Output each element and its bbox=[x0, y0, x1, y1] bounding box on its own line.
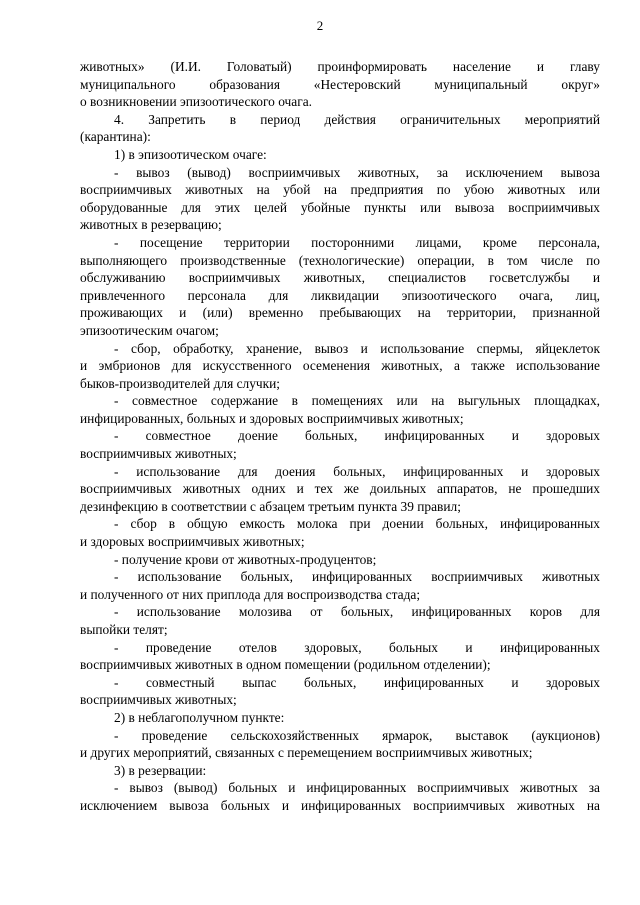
text-line: восприимчивых животных одних и тех же доильных аппаратов, не прошедших bbox=[80, 481, 600, 497]
text-line: - использование больных, инфицированных восприимчивых животных bbox=[114, 569, 600, 585]
text-line: привлеченного персонала для ликвидации эпизоотического очага, лиц, bbox=[80, 287, 600, 303]
text-line: восприимчивых животных; bbox=[80, 692, 237, 708]
text-line: - совместное содержание в помещениях или на выгульных площадках, bbox=[114, 393, 600, 409]
text-line: и других мероприятий, связанных с перемещением восприимчивых животных; bbox=[80, 745, 533, 761]
text-line: инфицированных, больных и здоровых восприимчивых животных; bbox=[80, 410, 464, 426]
text-line: дезинфекцию в соответствии с абзацем третьим пункта 39 правил; bbox=[80, 498, 461, 514]
text-line: восприимчивых животных в одном помещении (родильном отделении); bbox=[80, 657, 491, 673]
text-line: эпизоотическим очагом; bbox=[80, 322, 219, 338]
text-line: - получение крови от животных-продуцентов; bbox=[114, 551, 377, 567]
text-line: - проведение отелов здоровых, больных и инфицированных bbox=[114, 639, 600, 655]
text-line: - совместный выпас больных, инфицированных и здоровых bbox=[114, 674, 600, 690]
text-line: - проведение сельскохозяйственных ярмарок, выставок (аукционов) bbox=[114, 727, 600, 743]
text-line: 4. Запретить в период действия ограничительных мероприятий bbox=[114, 111, 600, 127]
text-line: 3) в резервации: bbox=[114, 762, 207, 778]
text-line: - вывоз (вывод) восприимчивых животных, за исключением вывоза bbox=[114, 164, 600, 180]
text-line: и эмбрионов для искусственного осеменения животных, а также использование bbox=[80, 358, 600, 374]
text-line: 1) в эпизоотическом очаге: bbox=[114, 146, 267, 162]
text-line: быков-производителей для случки; bbox=[80, 375, 281, 391]
document-body bbox=[80, 58, 600, 815]
text-line: - совместное доение больных, инфицированных и здоровых bbox=[114, 428, 600, 444]
text-line: (карантина): bbox=[80, 129, 151, 145]
text-line: животных в резервацию; bbox=[80, 217, 222, 233]
text-line: проживающих и (или) временно пребывающих на территории, признанной bbox=[80, 305, 600, 321]
text-line: исключением вывоза больных и инфицированных восприимчивых животных на bbox=[80, 797, 600, 813]
text-line: обслуживанию восприимчивых животных, специалистов госветслужбы и bbox=[80, 270, 600, 286]
text-line: - вывоз (вывод) больных и инфицированных восприимчивых животных за bbox=[114, 780, 600, 796]
text-line: восприимчивых животных на убой на предприятия по убою животных или bbox=[80, 182, 600, 198]
text-line: о возникновении эпизоотического очага. bbox=[80, 94, 313, 110]
text-line: - сбор в общую емкость молока при доении больных, инфицированных bbox=[114, 516, 600, 532]
text-line: - использование для доения больных, инфицированных и здоровых bbox=[114, 463, 600, 479]
text-line: выпойки телят; bbox=[80, 622, 168, 637]
text-line: - посещение территории посторонними лицами, кроме персонала, bbox=[114, 234, 600, 250]
page-number: 2 bbox=[316, 18, 324, 33]
text-line: и здоровых восприимчивых животных; bbox=[80, 534, 305, 550]
text-line: - сбор, обработку, хранение, вывоз и использование спермы, яйцеклеток bbox=[114, 340, 600, 356]
text-line: - использование молозива от больных, инфицированных коров для bbox=[114, 604, 600, 620]
text-line: животных» (И.И. Головатый) проинформировать население и главу bbox=[80, 59, 600, 74]
text-line: 2) в неблагополучном пункте: bbox=[114, 709, 285, 725]
text-line: выполняющего производственные (технологические) операции, в том числе по bbox=[80, 252, 600, 268]
text-line: муниципального образования «Нестеровский муниципальный округ» bbox=[80, 76, 600, 92]
text-line: и полученного от них приплода для воспроизводства стада; bbox=[80, 586, 421, 602]
text-line: оборудованные для этих целей убойные пункты или вывоза восприимчивых bbox=[80, 199, 600, 215]
text-line: восприимчивых животных; bbox=[80, 446, 237, 462]
